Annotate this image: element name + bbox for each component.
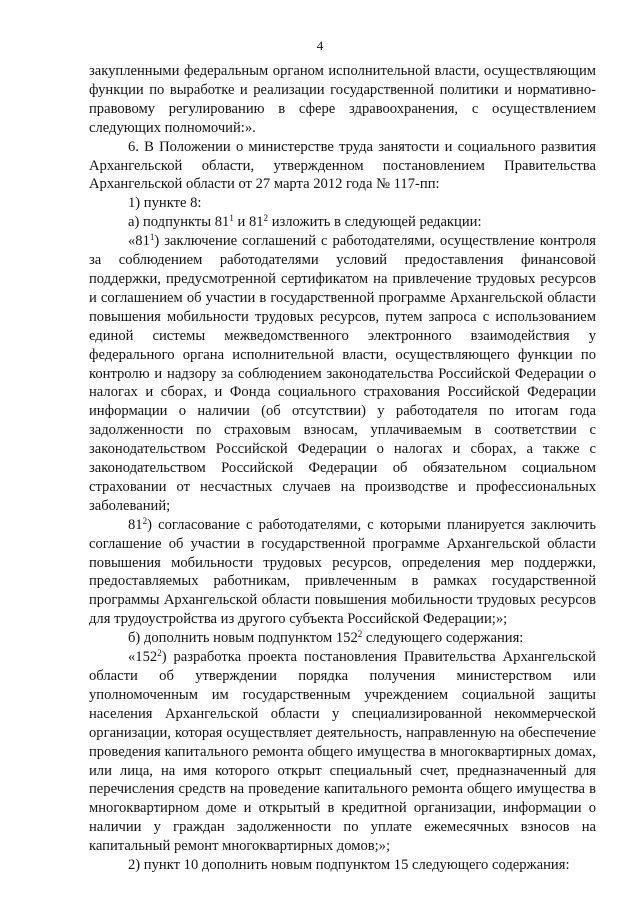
superscript: 1 [149,232,155,243]
paragraph: «$152^2$) разработка проекта постановления Правительства Архангельской области об утверждении порядка получения министерством или уполномоченным им государственным учреждением социальной защиты населения Архангельской области у специализированной некоммерческой организации, которая осуществляет деятельность, направленную на обеспечение проведения капитального ремонта общего имущества в многоквартирных домах, или лица, на имя которого открыт специальный счет, предназначенный для перечисления средств на проведение капитального ремонта общего имущества в многоквартирном доме и открытый в кредитной организации, информации о наличии у граждан задолженности по уплате ежемесячных взносов на капитальный ремонт многоквартирных домов;»; [89,648,596,855]
paragraph: закупленными федеральным органом исполнительной власти, осуществляющим функции по выработке и реализации государственной политики и нормативно-правовому регулированию в сфере здравоохранения, с осуществлением следующих полномочий:». [89,63,596,136]
paragraph: б) дополнить новым подпунктом $152^2$ следующего содержания: [128,629,524,647]
paragraph: $81^2$) согласование с работодателями, с которыми планируется заключить соглашение об участии в государственной программе Архангельской области повышения мобильности трудовых ресурсов, определения мер поддержки, предоставляемых работникам, привлеченным в рамках государственной программы Архангельской области повышения мобильности трудовых ресурсов для трудоустройства из другого субъекта Российской Федерации;»; [89,515,596,628]
paragraph: «$81^1$) заключение соглашений с работодателями, осуществление контроля за соблюдением работодателями условий предоставления финансовой поддержки, предусмотренной сертификатом на привлечение трудовых ресурсов и соглашением об участии в государственной программе Архангельской области повышения мобильности трудовых ресурсов, путем запроса с использованием единой системы межведомственного электронного взаимодействия у федерального органа исполнительной власти, осуществляющего функции по контролю и надзору за соблюдением законодательства Российской Федерации о налогах и сборах, и Фонда социального страхования Российской Федерации информации о наличии (об отсутствии) у работодателя по итогам года задолженности по страховым взносам, уплачиваемым в соответствии с законодательством Российской Федерации о налогах и сборах, а также с законодательством Российской Федерации об обязательном социальном страховании от несчастных случаев на производстве и профессиональных заболеваний; [89,232,596,514]
paragraph: 6. В Положении о министерстве труда занятости и социального развития Архангельской области, утвержденном постановлением Правительства Архангельской области от 27 марта 2012 года № 117-пп: [89,138,596,193]
superscript: 2 [157,648,162,659]
page-number: 4 [316,38,324,53]
superscript: 2 [142,515,148,526]
paragraph: 1) пункте 8: [128,195,202,212]
superscript: 1 [229,213,234,224]
superscript: 2 [263,213,269,224]
document-body [89,62,596,875]
superscript: 2 [357,629,363,640]
paragraph: 2) пункт 10 дополнить новым подпунктом 15 следующего содержания: [128,857,570,874]
paragraph: а) подпункты $81^1$ и $81^2$ изложить в следующей редакции: [128,213,482,231]
